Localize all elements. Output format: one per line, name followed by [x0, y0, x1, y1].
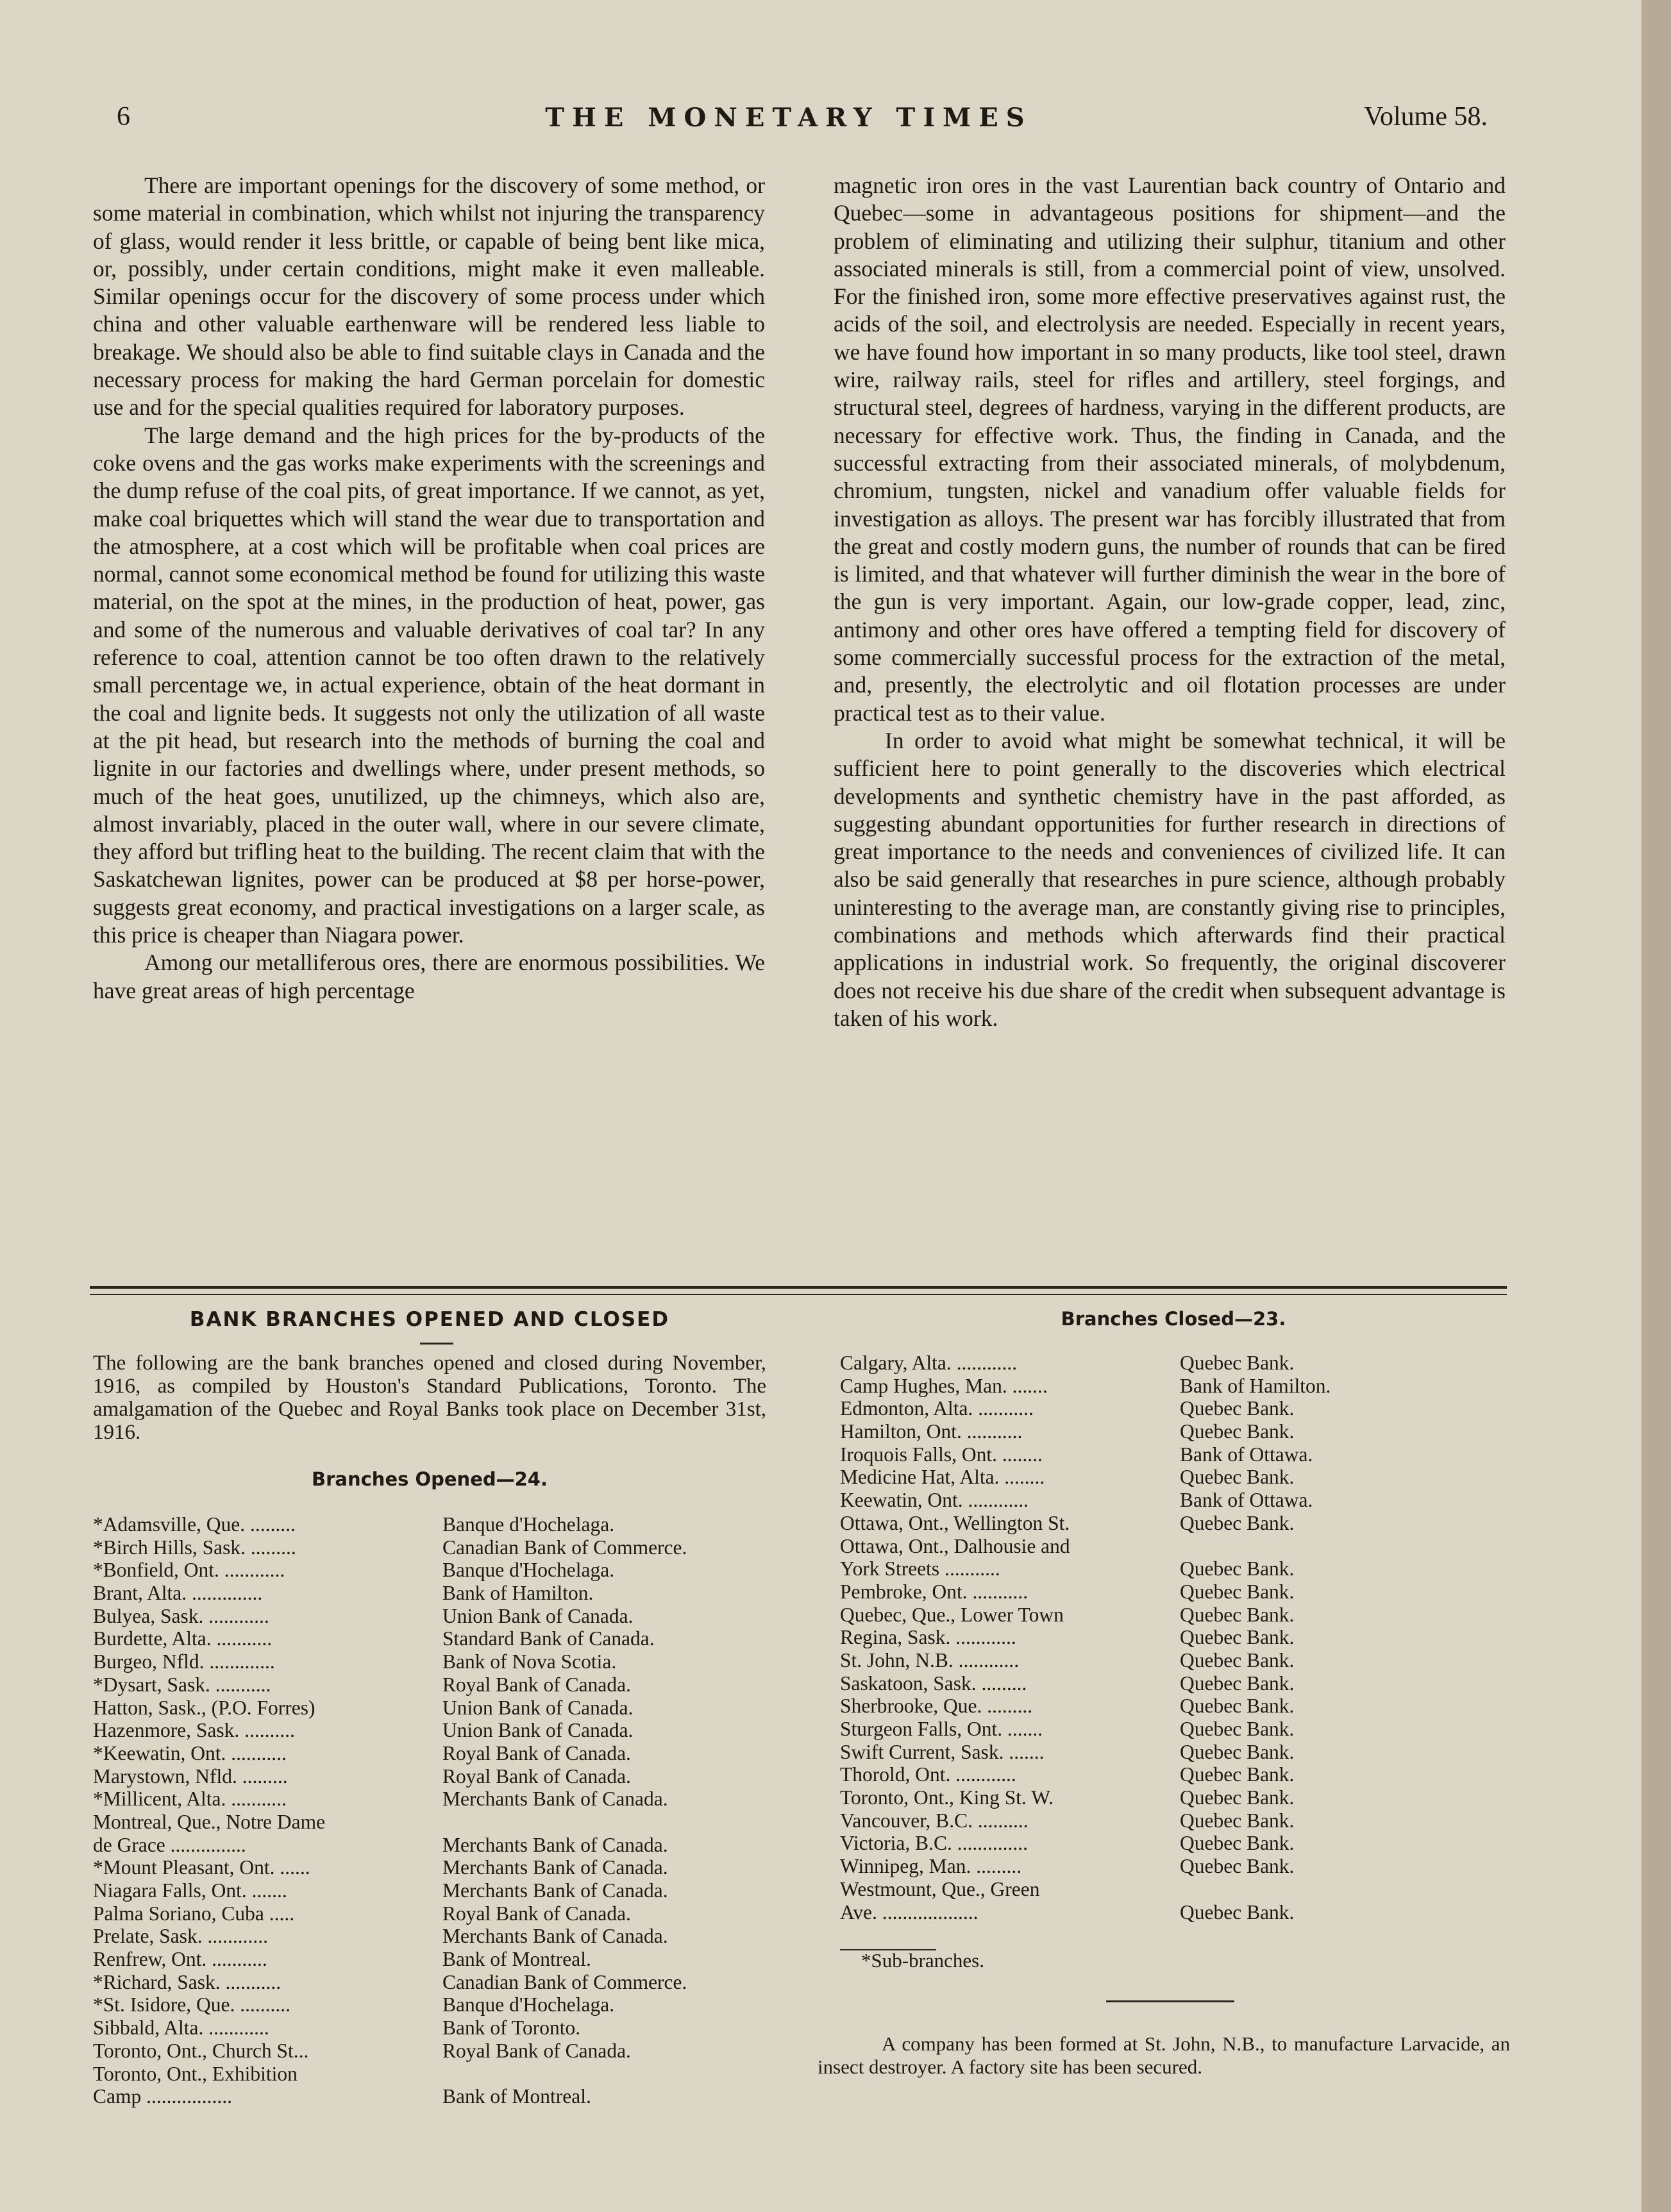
branch-row [93, 1971, 773, 1994]
branch-location: Thorold, Ont. ............ [840, 1763, 1016, 1786]
branch-location: Marystown, Nfld. ......... [93, 1764, 288, 1788]
branch-bank: Quebec Bank. [1180, 1626, 1295, 1649]
branch-row [93, 1697, 773, 1720]
branch-row [840, 1512, 1507, 1535]
journal-title: THE MONETARY TIMES [545, 103, 1032, 133]
branch-row [840, 1718, 1507, 1741]
branch-row [840, 1763, 1507, 1786]
branch-row [840, 1604, 1507, 1627]
branch-location: *Dysart, Sask. ........... [93, 1673, 271, 1696]
branch-row [93, 1948, 773, 1971]
branch-bank: Quebec Bank. [1180, 1763, 1295, 1786]
branch-bank: Bank of Montreal. [442, 2085, 591, 2108]
branches-closed-heading: Branches Closed—23. [1061, 1308, 1286, 1330]
branch-bank: Royal Bank of Canada. [442, 1764, 631, 1788]
branches-opened-heading: Branches Opened—24. [311, 1468, 548, 1490]
branch-row [840, 1649, 1507, 1672]
branches-closed-list [840, 1352, 1507, 1923]
title-dash [420, 1343, 453, 1345]
branch-row [840, 1466, 1507, 1489]
branch-location: Montreal, Que., Notre Dame [93, 1810, 326, 1833]
branch-location: *Keewatin, Ont. ........... [93, 1741, 287, 1764]
branch-row [93, 1902, 773, 1925]
branch-row [93, 1559, 773, 1582]
branch-bank: Quebec Bank. [1180, 1740, 1295, 1763]
branch-location: Hatton, Sask., (P.O. Forres) [93, 1696, 315, 1719]
branch-row [840, 1535, 1507, 1558]
branch-location: Vancouver, B.C. .......... [840, 1809, 1029, 1832]
branch-row [840, 1443, 1507, 1466]
branch-location: Victoria, B.C. .............. [840, 1832, 1028, 1855]
essay-paragraph: magnetic iron ores in the vast Laurentian back country of Ontario and Quebec—some in advantageous positions for shipment—and the problem of eliminating and utilizing their sulphur, titanium and other associated minerals is still, from a commercial point of view, unsolved. For the finished iron, some more effective preservatives against rust, the acids of the soil, and electrolysis are needed. Especially in recent years, we have found how important in so many products, like tool steel, drawn wire, railway rails, steel for rifles and artillery, steel forgings, and structural steel, degrees of hardness, varying in the different products, are necessary for effective work. Thus, the finding in Canada, and the successful extracting from their associated minerals, of molybdenum, chromium, tungsten, nickel and vanadium offer valuable fields for investigation as alloys. The present war has forcibly illustrated that from the great and costly modern guns, the number of rounds that can be fired is limited, and that whatever will further diminish the wear in the bore of the gun is very important. Again, our low-grade copper, lead, zinc, antimony and other ores have offered a tempting field for discovery of some commercially successful process for the extraction of the metal, and, presently, the electrolytic and oil flotation processes are under practical test as to their value. [834, 172, 1506, 726]
branch-row [93, 1582, 773, 1605]
branch-bank: Quebec Bank. [1180, 1809, 1295, 1832]
branch-row [93, 1765, 773, 1788]
branch-bank: Banque d'Hochelaga. [442, 1513, 615, 1536]
branch-location: Hamilton, Ont. ........... [840, 1420, 1023, 1443]
branch-location: *Bonfield, Ont. ............ [93, 1559, 285, 1582]
branch-bank: Royal Bank of Canada. [442, 1902, 631, 1925]
branch-bank: Quebec Bank. [1180, 1718, 1295, 1740]
branch-location: Swift Current, Sask. ....... [840, 1740, 1045, 1763]
branch-row [840, 1901, 1507, 1924]
branch-bank: Quebec Bank. [1180, 1603, 1295, 1626]
item-divider [1106, 2000, 1234, 2002]
branch-row [93, 1879, 773, 1902]
branch-row [93, 2016, 773, 2040]
branch-location: *Millicent, Alta. ........... [93, 1788, 287, 1811]
branch-row [93, 2063, 773, 2086]
branch-location: Winnipeg, Man. ......... [840, 1855, 1022, 1878]
branch-bank: Quebec Bank. [1180, 1420, 1295, 1443]
branch-location: St. John, N.B. ............ [840, 1648, 1020, 1672]
branch-row [840, 1375, 1507, 1398]
branch-bank: Quebec Bank. [1180, 1466, 1295, 1489]
branch-row [840, 1878, 1507, 1901]
page-header [90, 96, 1488, 141]
branch-location: Bulyea, Sask. ............ [93, 1604, 269, 1627]
branch-row [93, 1673, 773, 1697]
branch-location: *Adamsville, Que. ......... [93, 1513, 296, 1536]
bank-branches-title: BANK BRANCHES OPENED AND CLOSED [189, 1308, 670, 1331]
branch-row [93, 1650, 773, 1673]
volume-number: Volume 58. [1364, 102, 1488, 131]
branch-location: Edmonton, Alta. ........... [840, 1397, 1034, 1420]
branch-row [93, 1788, 773, 1811]
section-divider [90, 1286, 1507, 1289]
branch-row [93, 2040, 773, 2063]
branch-bank: Quebec Bank. [1180, 1648, 1295, 1672]
branch-bank: Bank of Hamilton. [442, 1582, 594, 1605]
branch-bank: Merchants Bank of Canada. [442, 1833, 668, 1856]
branch-location: York Streets ........... [840, 1557, 1000, 1580]
branch-bank: Quebec Bank. [1180, 1511, 1295, 1534]
branch-location: Renfrew, Ont. ........... [93, 1948, 267, 1971]
branch-row [840, 1397, 1507, 1420]
branch-location: Iroquois Falls, Ont. ........ [840, 1443, 1043, 1466]
essay-left-column [93, 172, 765, 1005]
branch-row [840, 1741, 1507, 1764]
branch-row [840, 1809, 1507, 1832]
branch-bank: Royal Bank of Canada. [442, 2039, 631, 2062]
branch-row [93, 1993, 773, 2016]
section-divider [90, 1294, 1507, 1295]
page-number: 6 [117, 102, 130, 131]
branch-bank: Merchants Bank of Canada. [442, 1856, 668, 1879]
branch-location: Prelate, Sask. ............ [93, 1925, 268, 1948]
branch-row [93, 1719, 773, 1742]
branch-bank: Canadian Bank of Commerce. [442, 1970, 687, 1993]
branch-location: Sturgeon Falls, Ont. ....... [840, 1718, 1043, 1740]
branch-location: Palma Soriano, Cuba ..... [93, 1902, 295, 1925]
branch-location: Sherbrooke, Que. ......... [840, 1695, 1033, 1718]
essay-paragraph: Among our metalliferous ores, there are enormous possibilities. We have great areas of high percentage [93, 950, 765, 1003]
branch-row [840, 1786, 1507, 1809]
branch-location: Toronto, Ont., Exhibition [93, 2062, 298, 2085]
branch-location: Westmount, Que., Green [840, 1877, 1040, 1900]
branch-row [93, 1834, 773, 1857]
branch-bank: Merchants Bank of Canada. [442, 1879, 668, 1902]
bank-branches-intro: The following are the bank branches opened and closed during November, 1916, as compiled by Houston's Standard Publications, Toronto. The amalgamation of the Quebec and Royal Banks took place on December 31st, 1916. [93, 1352, 766, 1444]
branch-location: *Richard, Sask. ........... [93, 1970, 281, 1993]
branch-location: Quebec, Que., Lower Town [840, 1603, 1064, 1626]
branch-location: Ave. ................... [840, 1900, 978, 1923]
branch-row [840, 1420, 1507, 1443]
branch-location: Camp Hughes, Man. ....... [840, 1374, 1048, 1397]
branch-row [840, 1352, 1507, 1375]
branch-row [93, 1605, 773, 1628]
branch-row [840, 1832, 1507, 1855]
branch-location: *Birch Hills, Sask. ......... [93, 1536, 296, 1559]
branch-row [840, 1580, 1507, 1604]
branch-location: Keewatin, Ont. ............ [840, 1489, 1029, 1512]
branch-location: Saskatoon, Sask. ......... [840, 1672, 1027, 1695]
branch-location: Burgeo, Nfld. ............. [93, 1650, 275, 1673]
branch-bank: Quebec Bank. [1180, 1786, 1295, 1809]
branch-location: *St. Isidore, Que. .......... [93, 1993, 290, 2016]
branch-bank: Quebec Bank. [1180, 1557, 1295, 1580]
branch-bank: Quebec Bank. [1180, 1352, 1295, 1374]
branch-bank: Quebec Bank. [1180, 1695, 1295, 1718]
branch-bank: Banque d'Hochelaga. [442, 1559, 615, 1582]
essay-paragraph: In order to avoid what might be somewhat technical, it will be sufficient here to point generally to the discoveries which electrical developments and synthetic chemistry have in the past afforded, as suggesting abundant opportunities for further research in directions of great importance to the needs and conveniences of civilized life. It can also be said generally that researches in pure science, although probably uninteresting to the average man, are constantly giving rise to principles, combinations and methods which afterwards find their practical applications in industrial work. So frequently, the original discoverer does not receive his due share of the credit when subsequent advantage is taken of his work. [834, 727, 1506, 1031]
essay-paragraph: The large demand and the high prices for the by-products of the coke ovens and the gas works make experiments with the screenings and the dump refuse of the coal pits, of great importance. If we cannot, as yet, make coal briquettes which will stand the wear due to transportation and the atmosphere, at a cost which will be profitable when coal prices are normal, cannot some economical method be found for utilizing this waste material, on the spot at the mines, in the production of heat, power, gas and some of the numerous and valuable derivatives of coal tar? In any reference to coal, attention cannot be too often drawn to the relatively small percentage we, in actual experience, obtain of the heat dormant in the coal and lignite beds. It suggests not only the utilization of all waste at the pit head, but research into the methods of burning the coal and lignite in our factories and dwellings where, under present methods, so much of the heat goes, unutilized, up the chimneys, which also are, almost invariably, placed in the outer wall, where in our severe climate, they afford but trifling heat to the building. The recent claim that with the Saskatchewan lignites, power can be produced at $8 per horse-power, suggests great economy, and practical investigations on a larger scale, as this price is cheaper than Niagara power. [93, 422, 765, 948]
branch-location: Hazenmore, Sask. .......... [93, 1719, 295, 1742]
branch-location: Camp ................. [93, 2085, 232, 2108]
branch-bank: Quebec Bank. [1180, 1855, 1295, 1878]
branch-bank: Bank of Montreal. [442, 1948, 591, 1971]
branch-row [93, 1811, 773, 1834]
branch-bank: Union Bank of Canada. [442, 1696, 634, 1719]
branch-location: de Grace ............... [93, 1833, 246, 1856]
branch-location: Pembroke, Ont. ........... [840, 1580, 1029, 1603]
branch-bank: Merchants Bank of Canada. [442, 1788, 668, 1811]
branch-location: Toronto, Ont., Church St... [93, 2039, 309, 2062]
branch-row [93, 2085, 773, 2108]
branch-location: Calgary, Alta. ............ [840, 1352, 1018, 1374]
branch-row [840, 1626, 1507, 1649]
branch-location: Toronto, Ont., King St. W. [840, 1786, 1054, 1809]
branch-row [840, 1695, 1507, 1718]
branch-bank: Quebec Bank. [1180, 1900, 1295, 1923]
branch-bank: Bank of Toronto. [442, 2016, 581, 2040]
branch-row [840, 1855, 1507, 1878]
branch-row [93, 1513, 773, 1536]
branch-location: Brant, Alta. .............. [93, 1582, 263, 1605]
branch-location: Medicine Hat, Alta. ........ [840, 1466, 1045, 1489]
essay-right-column [834, 172, 1506, 1032]
branches-opened-list [93, 1513, 773, 2108]
branch-bank: Bank of Nova Scotia. [442, 1650, 617, 1673]
branch-bank: Royal Bank of Canada. [442, 1673, 631, 1696]
branch-location: Burdette, Alta. ........... [93, 1627, 273, 1650]
sub-branches-footnote: *Sub-branches. [861, 1949, 984, 1972]
branch-bank: Bank of Ottawa. [1180, 1443, 1313, 1466]
branch-row [840, 1557, 1507, 1580]
branch-location: *Mount Pleasant, Ont. ...... [93, 1856, 310, 1879]
branch-bank: Merchants Bank of Canada. [442, 1925, 668, 1948]
branch-row [93, 1627, 773, 1650]
branch-bank: Banque d'Hochelaga. [442, 1993, 615, 2016]
branch-location: Regina, Sask. ............ [840, 1626, 1016, 1649]
branch-location: Sibbald, Alta. ............ [93, 2016, 269, 2040]
branch-bank: Canadian Bank of Commerce. [442, 1536, 687, 1559]
branch-bank: Standard Bank of Canada. [442, 1627, 655, 1650]
essay-paragraph: There are important openings for the discovery of some method, or some material in combination, which whilst not injuring the transparency of glass, would render it less brittle, or capable of being bent like mica, or, possibly, under certain conditions, might make it even malleable. Similar openings occur for the discovery of some process under which china and other valuable earthenware will be rendered less liable to breakage. We should also be able to find suitable clays in Canada and the necessary process for making the hard German porcelain for domestic use and for the special qualities required for laboratory purposes. [93, 172, 765, 421]
branch-row [93, 1742, 773, 1765]
branch-bank: Quebec Bank. [1180, 1580, 1295, 1603]
branch-row [93, 1856, 773, 1879]
branch-location: Ottawa, Ont., Dalhousie and [840, 1534, 1070, 1557]
branch-bank: Union Bank of Canada. [442, 1604, 634, 1627]
branch-row [93, 1536, 773, 1559]
branch-bank: Bank of Ottawa. [1180, 1489, 1313, 1512]
branch-bank: Royal Bank of Canada. [442, 1741, 631, 1764]
branch-bank: Quebec Bank. [1180, 1832, 1295, 1855]
branch-bank: Quebec Bank. [1180, 1672, 1295, 1695]
branch-location: Ottawa, Ont., Wellington St. [840, 1511, 1070, 1534]
branch-location: Niagara Falls, Ont. ....... [93, 1879, 287, 1902]
news-item: A company has been formed at St. John, N.B., to manufacture Larvacide, an insect destroyer. A factory site has been secured. [818, 2032, 1510, 2078]
branch-bank: Bank of Hamilton. [1180, 1374, 1331, 1397]
branch-row [840, 1672, 1507, 1695]
branch-row [93, 1925, 773, 1948]
branch-bank: Quebec Bank. [1180, 1397, 1295, 1420]
branch-bank: Union Bank of Canada. [442, 1719, 634, 1742]
branch-row [840, 1489, 1507, 1512]
